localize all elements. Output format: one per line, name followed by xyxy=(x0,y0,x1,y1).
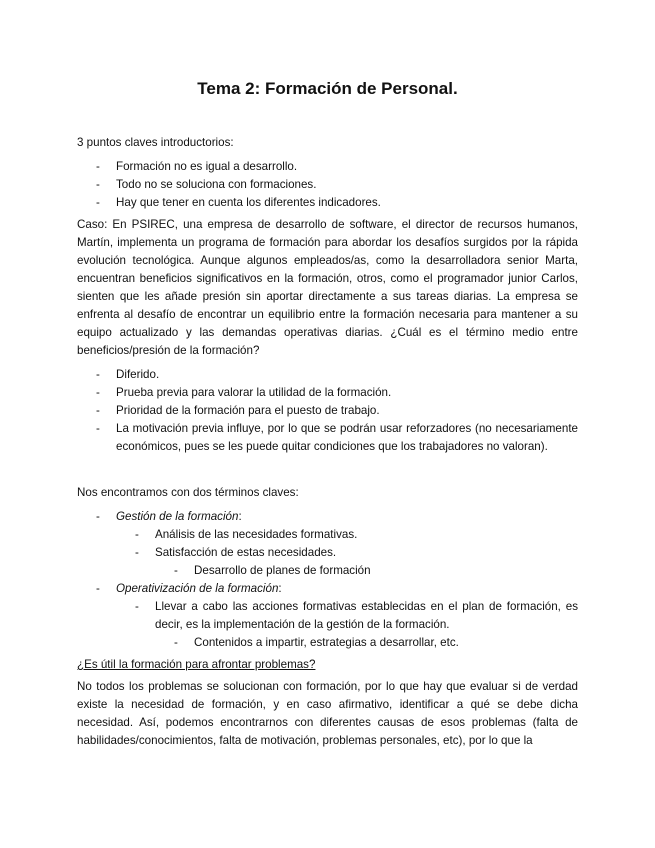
page-title: Tema 2: Formación de Personal. xyxy=(197,79,458,98)
case-paragraph: Caso: En PSIREC, una empresa de desarrollo de software, el director de recursos humanos, Martín, implementa un programa de formación para abordar los desafíos surgidos por la rápida evolución tecnológica. Aunque algunos empleados/as, como la desarrolladora senior Marta, encuentran beneficios significativos en la formación, otros, como el programador junior Carlos, sienten que les añade presión sin aportar directamente a sus tareas diarias. La empresa se enfrenta al desafío de encontrar un equilibrio entre la formación necesaria para mantener a su equipo actualizado y las demandas operativas diarias. ¿Cuál es el término medio entre beneficios/presión de la formación? xyxy=(77,218,578,357)
term-gestion xyxy=(116,508,578,580)
list-item: - Desarrollo de planes de formación xyxy=(194,562,578,580)
term-operativizacion-suffix: : xyxy=(278,582,282,595)
term-operativizacion-subitems xyxy=(155,634,578,652)
list-item: - Prueba previa para valorar la utilidad de la formación. xyxy=(116,384,578,402)
term-gestion-items xyxy=(116,526,578,580)
list-item: - Todo no se soluciona con formaciones. xyxy=(116,176,578,194)
list-item: - Hay que tener en cuenta los diferentes indicadores. xyxy=(116,194,578,212)
list-item: - Prioridad de la formación para el puesto de trabajo. xyxy=(116,402,578,420)
intro-points-list xyxy=(77,158,578,212)
list-item-text: - Llevar a cabo las acciones formativas establecidas en el plan de formación, es decir, es la implementación de la gestión de la formación. xyxy=(155,600,578,631)
term-operativizacion-items xyxy=(116,598,578,652)
list-item xyxy=(155,598,578,652)
list-item: - Formación no es igual a desarrollo. xyxy=(116,158,578,176)
list-item-text: Satisfacción de estas necesidades. xyxy=(155,546,337,559)
key-terms-heading: Nos encontramos con dos términos claves: xyxy=(77,486,299,499)
term-gestion-subitems xyxy=(155,562,578,580)
term-gestion-suffix: : xyxy=(238,510,242,523)
list-item: - Análisis de las necesidades formativas. xyxy=(155,526,578,544)
list-item xyxy=(155,544,578,580)
list-item: - Contenidos a impartir, estrategias a desarrollar, etc. xyxy=(194,634,578,652)
intro-heading: 3 puntos claves introductorios: xyxy=(77,136,234,149)
document-body xyxy=(77,134,578,750)
term-operativizacion-label: Operativización de la formación xyxy=(116,582,279,595)
key-terms-list xyxy=(77,508,578,652)
case-answers-list xyxy=(77,366,578,456)
term-operativizacion xyxy=(116,580,578,652)
term-gestion-label: Gestión de la formación xyxy=(116,510,239,523)
question-heading: ¿Es útil la formación para afrontar problemas? xyxy=(77,658,316,671)
list-item: - Diferido. xyxy=(116,366,578,384)
question-paragraph: No todos los problemas se solucionan con formación, por lo que hay que evaluar si de verdad existe la necesidad de formación, y en caso afirmativo, identificar a qué se debe dicha necesidad. Así, podemos encontrarnos con diferentes causas de esos problemas (falta de habilidades/conocimientos, falta de motivación, problemas personales, etc), por lo que la xyxy=(77,680,578,747)
list-item: - La motivación previa influye, por lo que se podrán usar reforzadores (no necesariamente económicos, pues se les puede quitar condiciones que los trabajadores no valoran). xyxy=(116,420,578,456)
